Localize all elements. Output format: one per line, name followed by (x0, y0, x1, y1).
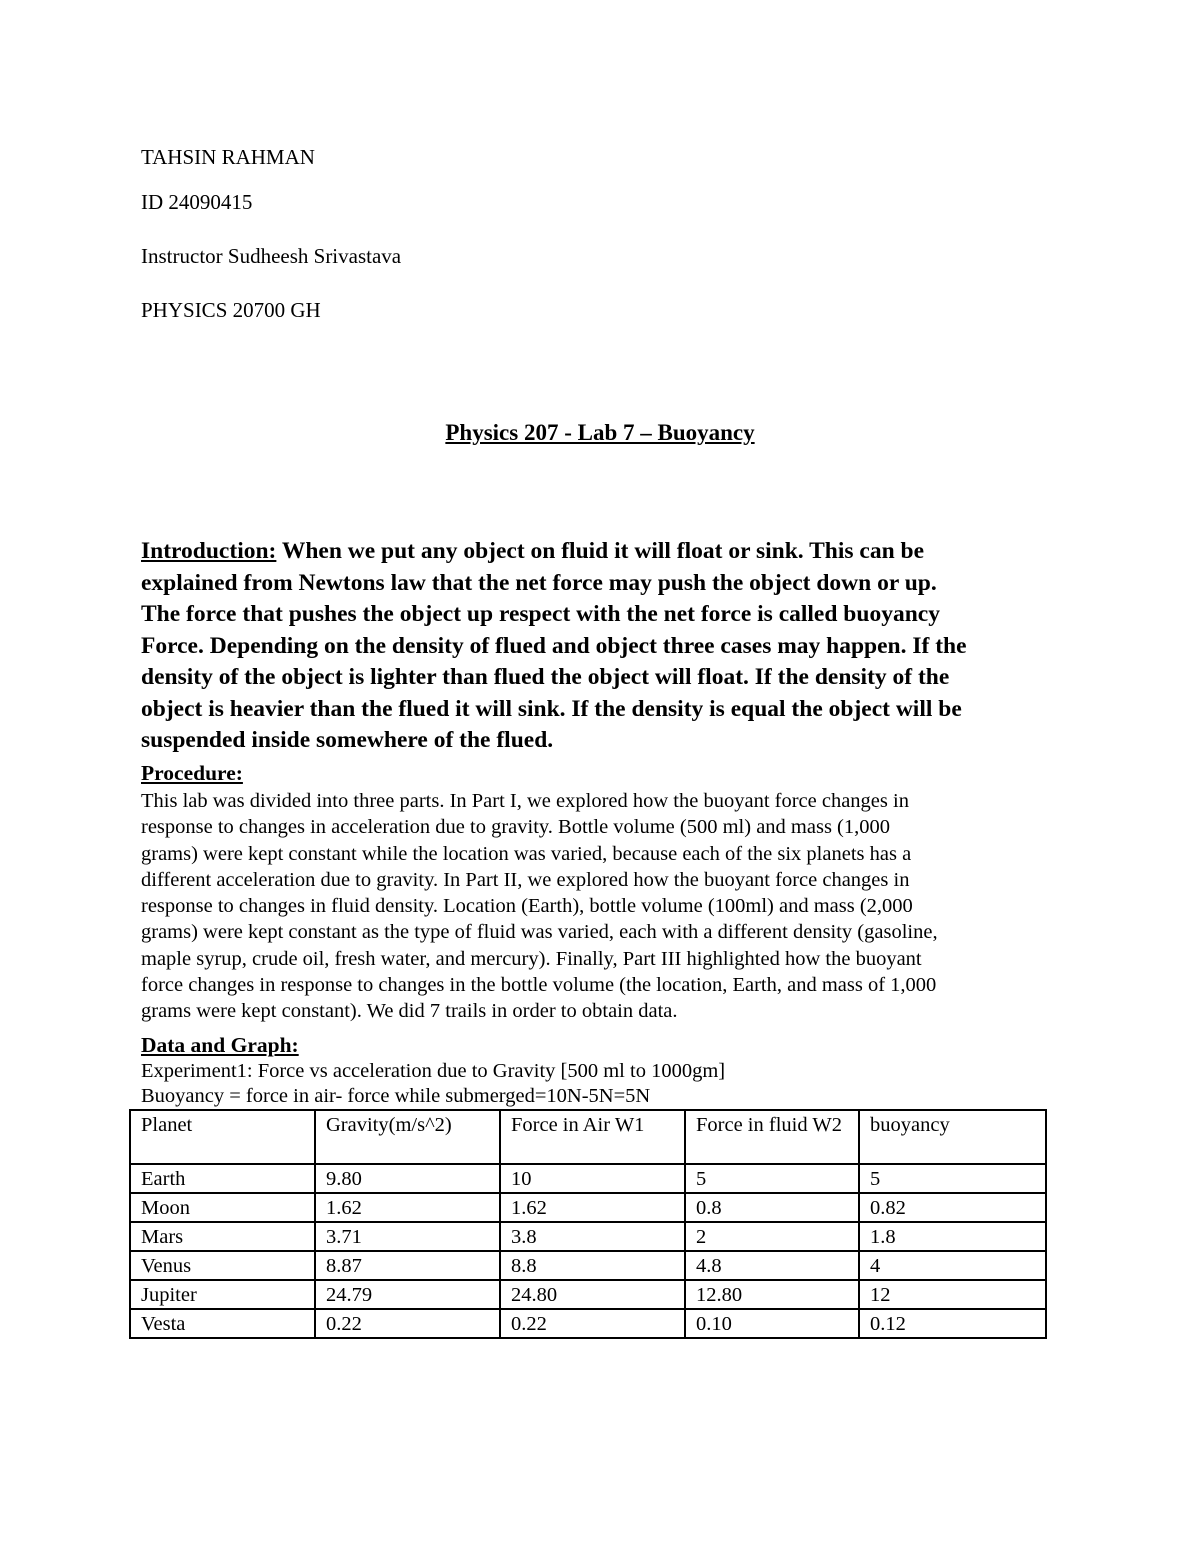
column-header-gravity: Gravity(m/s^2) (315, 1110, 500, 1164)
introduction-label: Introduction: (141, 538, 277, 564)
table-cell: 3.8 (500, 1222, 685, 1251)
table-cell: 0.12 (859, 1309, 1046, 1338)
table-row (130, 1164, 1046, 1193)
procedure-line: different acceleration due to gravity. In Part II, we explored how the buoyant force changes in (141, 868, 910, 891)
table-cell: 1.8 (859, 1222, 1046, 1251)
table-cell: 1.62 (500, 1193, 685, 1222)
table-row (130, 1280, 1046, 1309)
table-cell: 0.22 (315, 1309, 500, 1338)
table-cell: 0.10 (685, 1309, 859, 1338)
procedure-line: response to changes in acceleration due to gravity. Bottle volume (500 ml) and mass (1,000 (141, 816, 891, 839)
column-header-force-fluid: Force in fluid W2 (685, 1110, 859, 1164)
table-cell: 24.79 (315, 1280, 500, 1309)
table-row (130, 1251, 1046, 1280)
introduction-paragraph (141, 536, 1061, 757)
table-cell: 1.62 (315, 1193, 500, 1222)
table-cell: 24.80 (500, 1280, 685, 1309)
table-cell: Earth (130, 1164, 315, 1193)
table-cell: Venus (130, 1251, 315, 1280)
procedure-line: This lab was divided into three parts. In Part I, we explored how the buoyant force changes in (141, 790, 909, 812)
table-cell: Mars (130, 1222, 315, 1251)
table-row (130, 1309, 1046, 1338)
column-header-planet: Planet (130, 1110, 315, 1164)
buoyancy-data-table (129, 1109, 1047, 1339)
introduction-line: The force that pushes the object up respect with the net force is called buoyancy (141, 601, 940, 627)
introduction-line: explained from Newtons law that the net force may push the object down or up. (141, 569, 937, 596)
procedure-line: maple syrup, crude oil, fresh water, and mercury). Finally, Part III highlighted how the buoyant (141, 947, 922, 970)
table-row (130, 1222, 1046, 1251)
document-title: Physics 207 - Lab 7 – Buoyancy (445, 420, 755, 445)
buoyancy-formula: Buoyancy = force in air- force while submerged=10N-5N=5N (141, 1085, 651, 1107)
table-cell: 12 (859, 1280, 1046, 1309)
table-cell: 8.87 (315, 1251, 500, 1280)
table-cell: 10 (500, 1164, 685, 1193)
table-cell: 0.22 (500, 1309, 685, 1338)
introduction-first-line (141, 536, 1061, 568)
procedure-heading: Procedure: (141, 761, 243, 785)
instructor-name: Instructor Sudheesh Srivastava (141, 244, 402, 268)
course-code: PHYSICS 20700 GH (141, 298, 321, 322)
procedure-line: force changes in response to changes in the bottle volume (the location, Earth, and mass of 1,000 (141, 974, 937, 997)
procedure-line: grams) were kept constant while the location was varied, because each of the six planets has a (141, 842, 912, 865)
introduction-line: object is heavier than the flued it will sink. If the density is equal the object will be (141, 695, 962, 722)
introduction-line: density of the object is lighter than flued the object will float. If the density of the (141, 664, 950, 690)
experiment-description: Experiment1: Force vs acceleration due to Gravity [500 ml to 1000gm] (141, 1060, 726, 1082)
procedure-line: grams were kept constant). We did 7 trails in order to obtain data. (141, 1000, 678, 1023)
table-cell: 0.8 (685, 1193, 859, 1222)
table-cell: 12.80 (685, 1280, 859, 1309)
table-cell: 4 (859, 1251, 1046, 1280)
procedure-line: response to changes in fluid density. Location (Earth), bottle volume (100ml) and mass (2,000 (141, 895, 913, 918)
procedure-line: grams) were kept constant as the type of fluid was varied, each with a different density (gasoline, (141, 921, 938, 944)
table-cell: Jupiter (130, 1280, 315, 1309)
table-cell: 3.71 (315, 1222, 500, 1251)
introduction-line: When we put any object on fluid it will float or sink. This can be (276, 538, 925, 564)
column-header-buoyancy: buoyancy (859, 1110, 1046, 1164)
table-cell: 0.82 (859, 1193, 1046, 1222)
introduction-line: suspended inside somewhere of the flued. (141, 727, 554, 753)
introduction-line: Force. Depending on the density of flued and object three cases may happen. If the (141, 632, 967, 659)
table-cell: 9.80 (315, 1164, 500, 1193)
table-header-row (130, 1110, 1046, 1164)
table-cell: 5 (685, 1164, 859, 1193)
table-row (130, 1193, 1046, 1222)
table-cell: 5 (859, 1164, 1046, 1193)
column-header-force-air: Force in Air W1 (500, 1110, 685, 1164)
table-cell: 8.8 (500, 1251, 685, 1280)
data-graph-heading: Data and Graph: (141, 1033, 299, 1057)
table-cell: 4.8 (685, 1251, 859, 1280)
student-id: ID 24090415 (141, 190, 253, 214)
student-name: TAHSIN RAHMAN (141, 145, 315, 169)
table-cell: 2 (685, 1222, 859, 1251)
table-cell: Moon (130, 1193, 315, 1222)
procedure-paragraph (141, 788, 1071, 1025)
table-cell: Vesta (130, 1309, 315, 1338)
